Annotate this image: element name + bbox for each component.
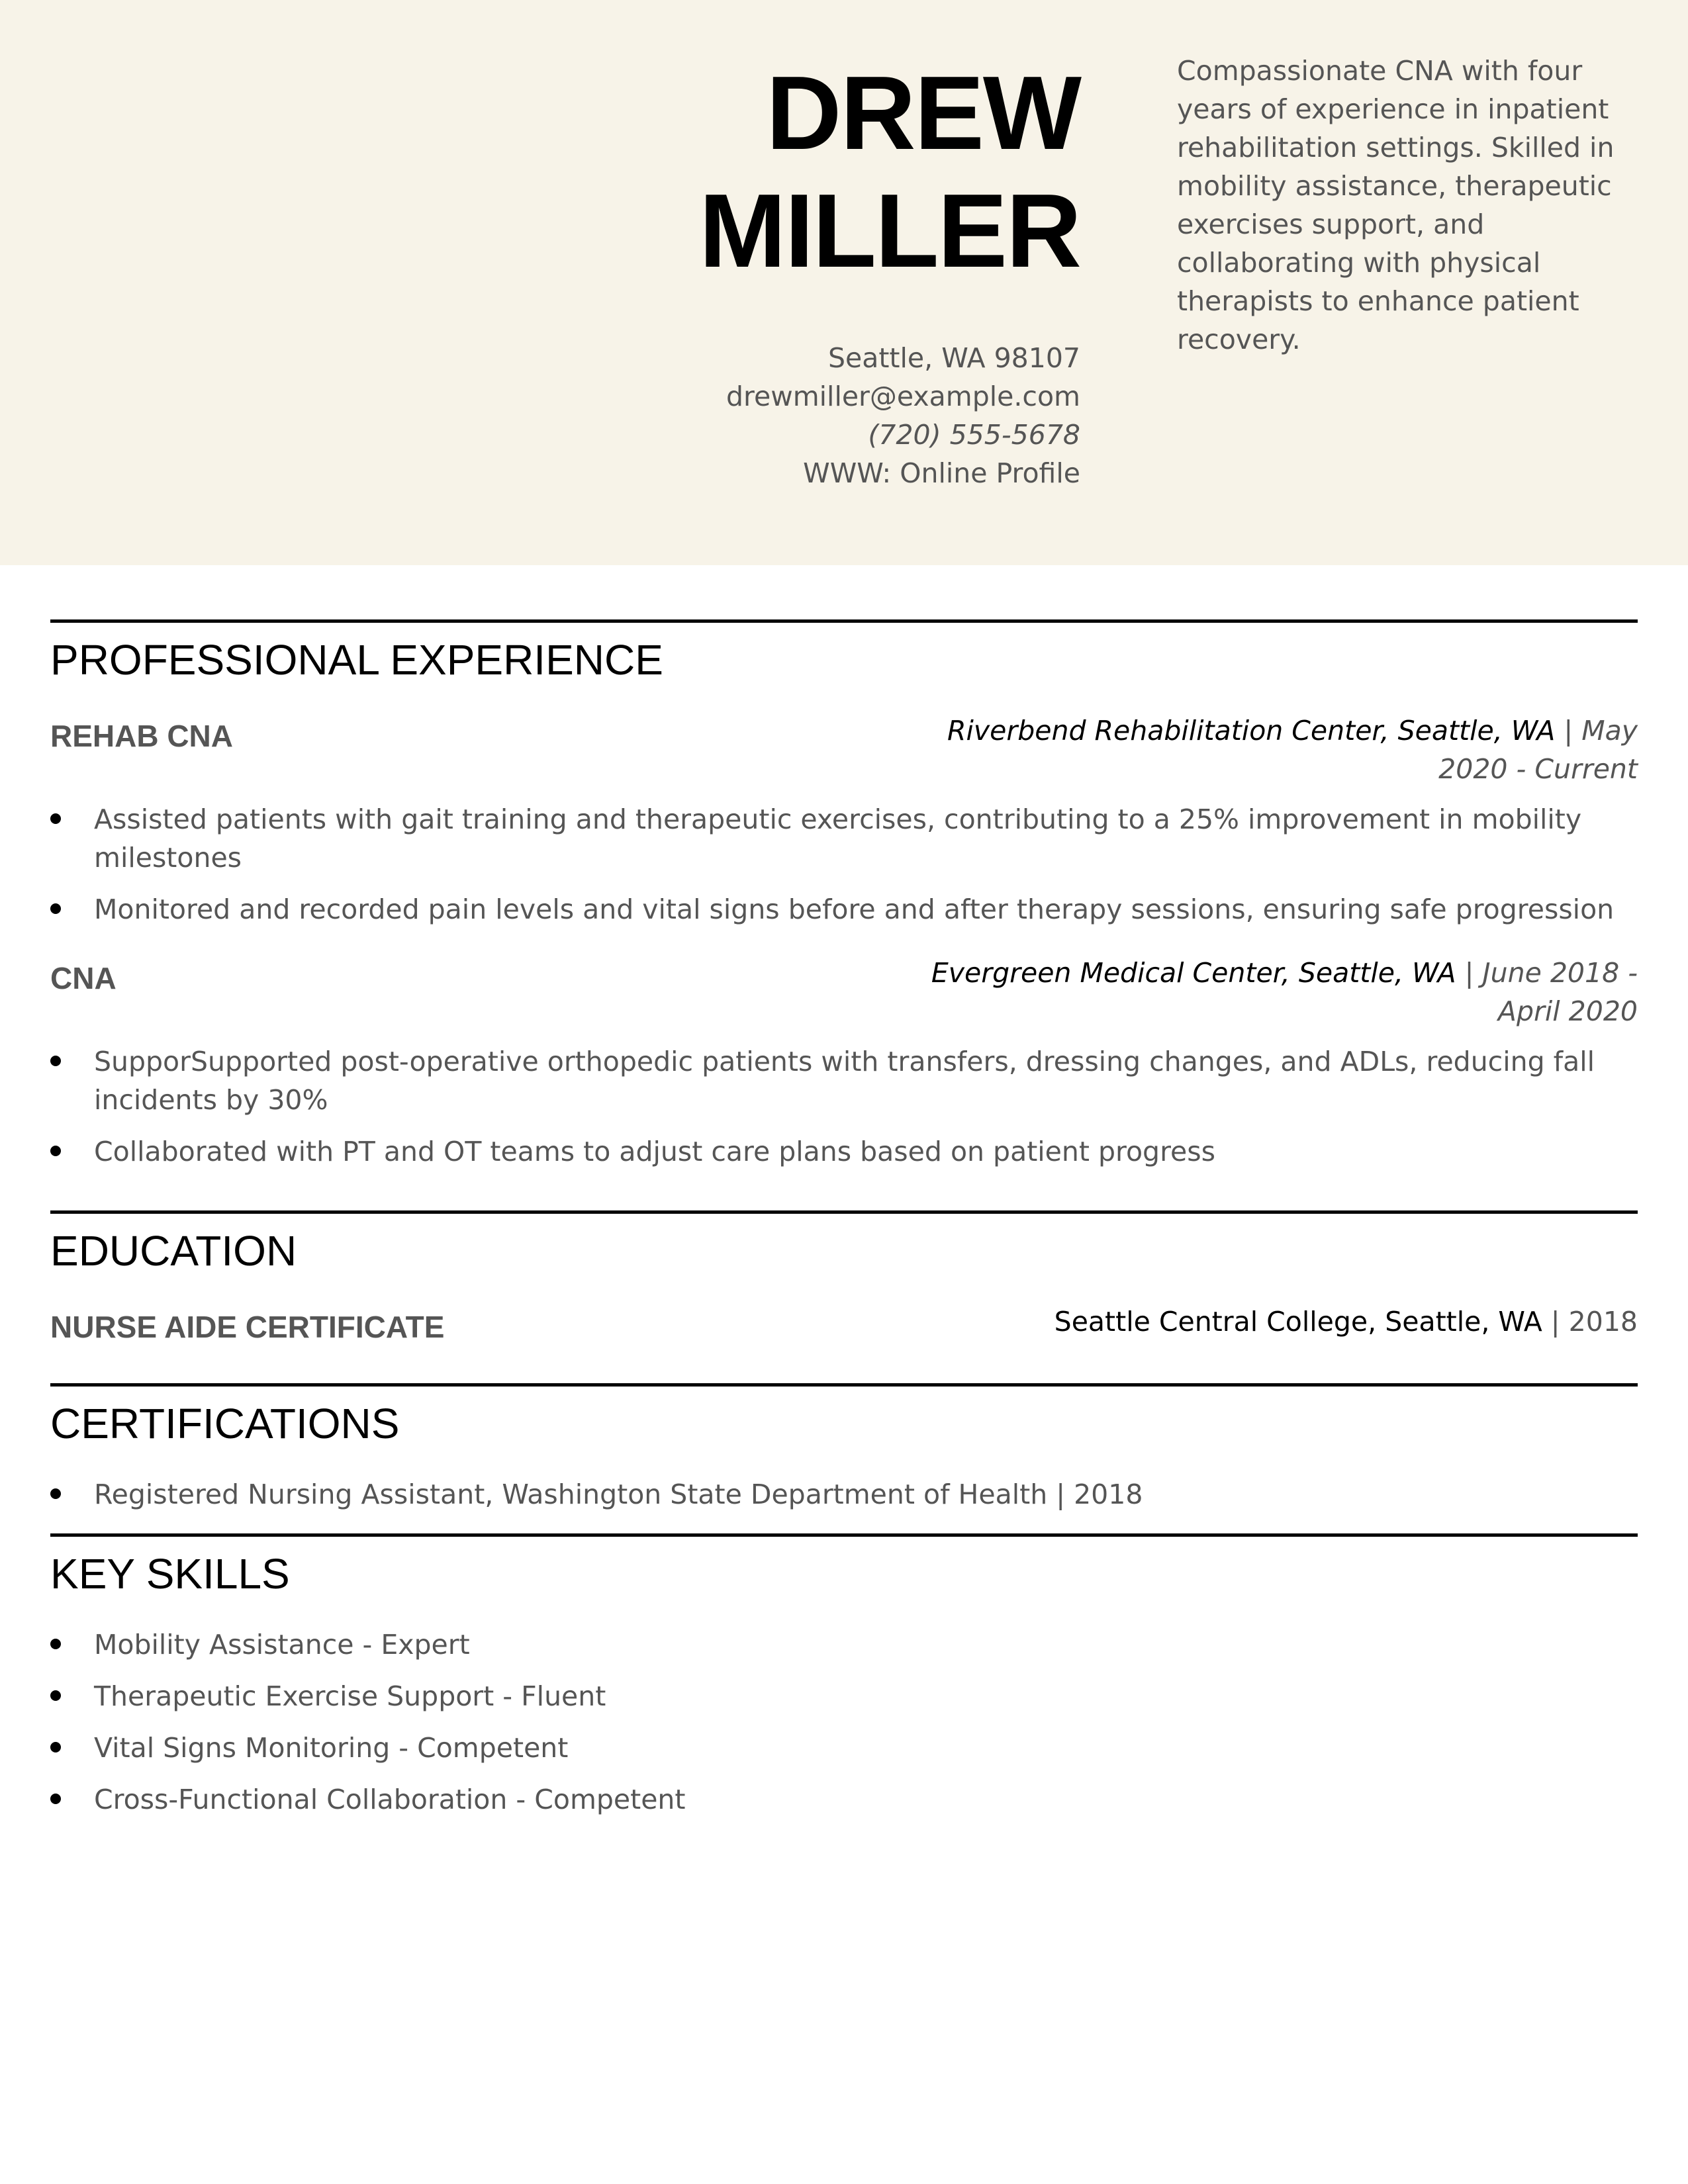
contact-location: Seattle, WA 98107 <box>827 342 1080 374</box>
first-name: DREW <box>766 55 1080 171</box>
job-title: CNA <box>50 961 117 995</box>
meta-separator: | <box>1456 957 1483 989</box>
professional-summary: Compassionate CNA with four years of experience in inpatient rehabilitation settings. Skilled in mobility assistance, therapeutic exercises support, and collaborating with physical therapists to enhance patient recovery. <box>1177 55 1615 355</box>
education-entry <box>50 1302 1638 1346</box>
job-bullets <box>50 1042 1638 1171</box>
education-year: 2018 <box>1568 1306 1638 1338</box>
list-item: Collaborated with PT and OT teams to adjust care plans based on patient progress <box>50 1132 1638 1171</box>
job-dates: May 2020 - Current <box>1438 715 1638 785</box>
job-entry <box>50 954 1638 1030</box>
contact-info <box>485 339 1080 492</box>
job-entry <box>50 711 1638 788</box>
school-name: Seattle Central College, Seattle, WA <box>1054 1306 1542 1338</box>
contact-phone[interactable]: (720) 555-5678 <box>868 419 1080 451</box>
skills-list <box>50 1625 1638 1819</box>
list-item: Mobility Assistance - Expert <box>50 1625 1638 1664</box>
meta-separator: | <box>1555 715 1582 747</box>
section-divider <box>50 1383 1638 1387</box>
meta-separator: | <box>1542 1306 1569 1338</box>
list-item: Cross-Functional Collaboration - Competent <box>50 1780 1638 1819</box>
experience-heading: PROFESSIONAL EXPERIENCE <box>50 636 663 684</box>
education-heading: EDUCATION <box>50 1227 297 1275</box>
list-item: Registered Nursing Assistant, Washington State Department of Health | 2018 <box>50 1475 1638 1514</box>
section-divider <box>50 619 1638 623</box>
list-item: Assisted patients with gait training and therapeutic exercises, contributing to a 25% improvement in mobility milestones <box>50 800 1638 877</box>
degree-title: NURSE AIDE CERTIFICATE <box>50 1310 445 1344</box>
last-name: MILLER <box>698 173 1080 289</box>
list-item: Monitored and recorded pain levels and vital signs before and after therapy sessions, ensuring safe progression <box>50 890 1638 929</box>
certification-list <box>50 1475 1638 1514</box>
skills-heading: KEY SKILLS <box>50 1550 290 1598</box>
list-item: Vital Signs Monitoring - Competent <box>50 1729 1638 1767</box>
resume-body <box>50 619 1638 1832</box>
header-band <box>0 0 1688 565</box>
job-meta <box>870 711 1638 788</box>
list-item: SupporSupported post-operative orthopedic patients with transfers, dressing changes, and ADLs, reducing fall incidents by 30% <box>50 1042 1638 1119</box>
contact-email[interactable]: drewmiller@example.com <box>726 381 1080 412</box>
list-item: Therapeutic Exercise Support - Fluent <box>50 1677 1638 1715</box>
contact-website[interactable]: WWW: Online Profile <box>803 457 1080 489</box>
candidate-name <box>485 54 1080 290</box>
job-meta <box>870 954 1638 1030</box>
section-divider <box>50 1533 1638 1537</box>
job-dates: June 2018 - April 2020 <box>1482 957 1638 1027</box>
employer: Riverbend Rehabilitation Center, Seattle, WA <box>947 715 1556 747</box>
job-title: REHAB CNA <box>50 719 233 753</box>
section-divider <box>50 1210 1638 1214</box>
employer: Evergreen Medical Center, Seattle, WA <box>931 957 1456 989</box>
certifications-heading: CERTIFICATIONS <box>50 1400 400 1447</box>
education-meta <box>1055 1302 1638 1341</box>
job-bullets <box>50 800 1638 929</box>
